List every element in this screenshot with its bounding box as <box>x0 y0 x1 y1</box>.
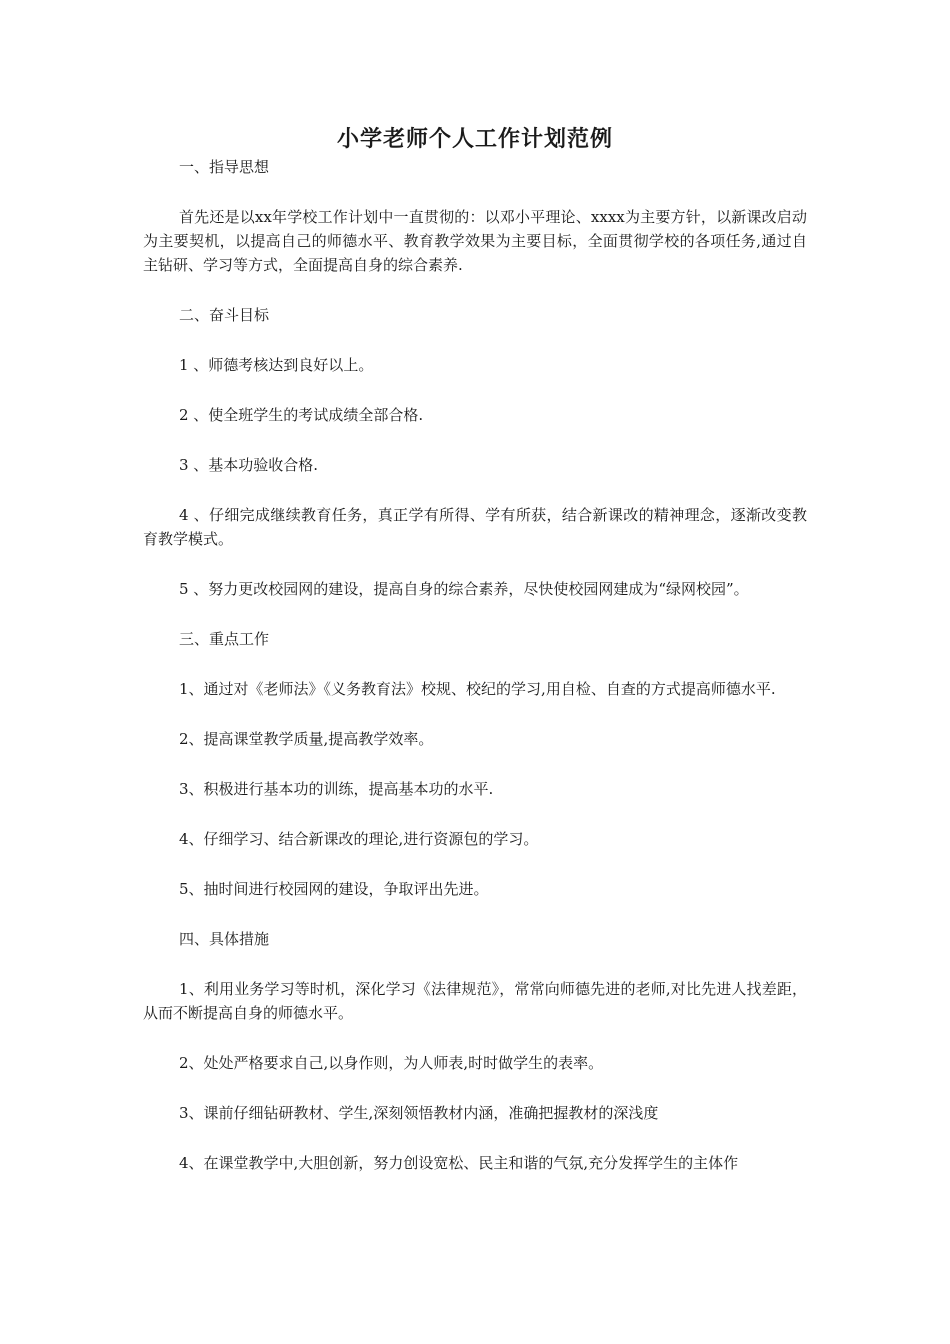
goal-item-4: 4 、仔细完成继续教育任务，真正学有所得、学有所获，结合新课改的精神理念，逐渐改变教育教学模式。 <box>143 506 807 548</box>
key-work-item-5: 5、抽时间进行校园网的建设，争取评出先进。 <box>179 880 489 898</box>
document-body <box>143 155 807 1201</box>
measure-item-4: 4、在课堂教学中,大胆创新，努力创设宽松、民主和谐的气氛,充分发挥学生的主体作 <box>179 1154 739 1172</box>
goal-item-3: 3 、基本功验收合格. <box>179 456 319 474</box>
section-heading-guiding-ideology: 一、指导思想 <box>179 158 270 176</box>
measure-item-2: 2、处处严格要求自己,以身作则，为人师表,时时做学生的表率。 <box>179 1054 604 1072</box>
key-work-item-4: 4、仔细学习、结合新课改的理论,进行资源包的学习。 <box>179 830 539 848</box>
section-heading-goals: 二、奋斗目标 <box>179 306 270 324</box>
key-work-item-3: 3、积极进行基本功的训练，提高基本功的水平. <box>179 780 494 798</box>
key-work-item-1: 1、通过对《老师法》《义务教育法》校规、校纪的学习,用自检、自查的方式提高师德水平. <box>179 680 776 698</box>
section-heading-key-work: 三、重点工作 <box>179 630 270 648</box>
goal-item-1: 1 、师德考核达到良好以上。 <box>179 356 374 374</box>
measure-item-3: 3、课前仔细钻研教材、学生,深刻领悟教材内涵，准确把握教材的深浅度 <box>179 1104 659 1122</box>
paragraph-guiding-ideology: 首先还是以xx年学校工作计划中一直贯彻的：以邓小平理论、xxxx为主要方针，以新课改启动为主要契机，以提高自己的师德水平、教育教学效果为主要目标，全面贯彻学校的各项任务,通过自主钻研、学习等方式，全面提高自身的综合素养. <box>143 208 807 274</box>
goal-item-5: 5 、努力更改校园网的建设，提高自身的综合素养，尽快使校园网建成为“绿网校园”。 <box>179 580 749 598</box>
key-work-item-2: 2、提高课堂教学质量,提高教学效率。 <box>179 730 434 748</box>
goal-item-2: 2 、使全班学生的考试成绩全部合格. <box>179 406 424 424</box>
section-heading-measures: 四、具体措施 <box>179 930 270 948</box>
measure-item-1: 1、利用业务学习等时机，深化学习《法律规范》，常常向师德先进的老师,对比先进人找差距，从而不断提高自身的师德水平。 <box>143 980 807 1022</box>
document-title: 小学老师个人工作计划范例 <box>336 126 613 152</box>
